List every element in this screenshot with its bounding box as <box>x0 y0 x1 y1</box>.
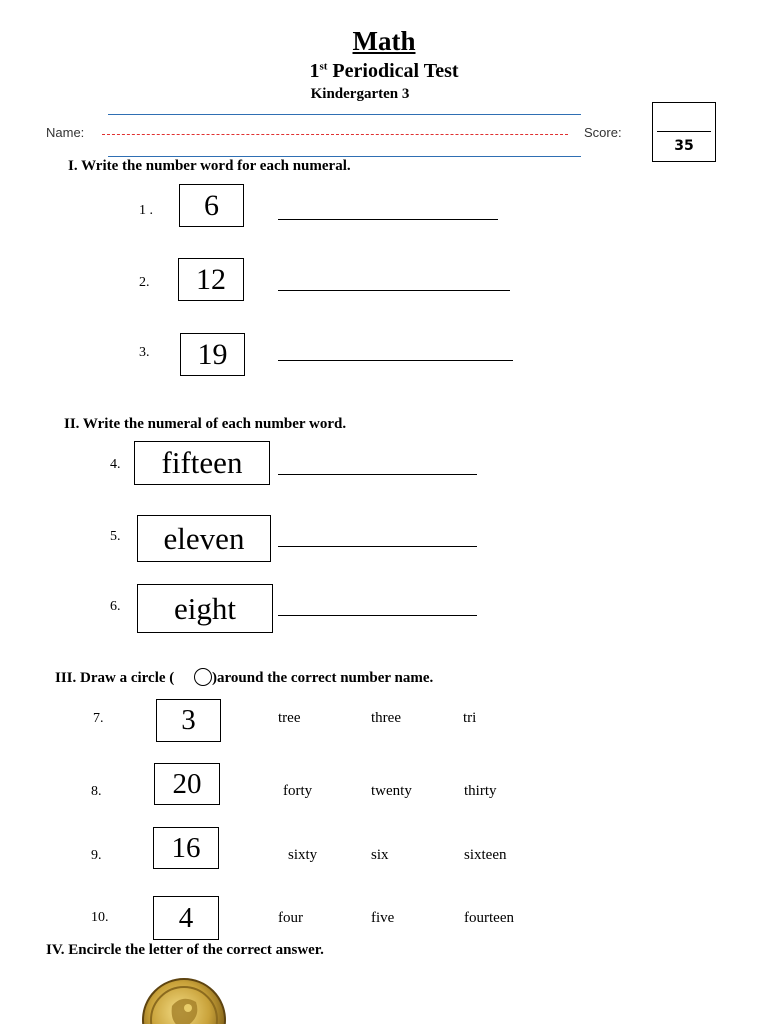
answer-line[interactable] <box>278 360 513 361</box>
choice-option[interactable]: three <box>371 710 401 726</box>
choice-option[interactable]: tree <box>278 710 301 726</box>
number-word-box: eight <box>137 584 273 633</box>
test-ordinal: 1 <box>309 60 320 82</box>
score-total: 35 <box>674 138 694 154</box>
choice-option[interactable]: tri <box>463 710 477 726</box>
test-name: Periodical Test <box>332 60 459 82</box>
answer-line[interactable] <box>278 290 510 291</box>
choice-option[interactable]: sixty <box>288 847 318 863</box>
choice-option[interactable]: sixteen <box>464 847 507 863</box>
item-number: 10. <box>91 910 109 925</box>
grade-level: Kindergarten 3 <box>310 86 410 102</box>
section-4-instruction: IV. Encircle the letter of the correct answer. <box>46 942 324 958</box>
choice-option[interactable]: four <box>278 910 303 926</box>
score-label: Score: <box>584 125 622 140</box>
numeral-box: 4 <box>153 896 219 940</box>
item-number: 5. <box>110 529 121 544</box>
numeral-box: 12 <box>178 258 244 301</box>
choice-option[interactable]: fourteen <box>464 910 514 926</box>
item-number: 7. <box>93 711 104 726</box>
item-number: 4. <box>110 457 121 472</box>
test-ordinal-suffix: st <box>319 60 328 73</box>
numeral-box: 3 <box>156 699 221 742</box>
section-2-instruction: II. Write the numeral of each number word. <box>64 416 347 432</box>
coin-icon <box>142 976 226 1024</box>
numeral-box: 16 <box>153 827 219 869</box>
item-number: 8. <box>91 784 102 799</box>
numeral-box: 6 <box>179 184 244 227</box>
name-field[interactable] <box>102 134 568 135</box>
choice-option[interactable]: five <box>371 910 395 926</box>
item-number: 2. <box>139 275 150 290</box>
item-number: 3. <box>139 345 150 360</box>
choice-option[interactable]: forty <box>283 783 313 799</box>
test-title <box>0 60 768 83</box>
item-number: 1 . <box>139 203 153 218</box>
numeral-box: 20 <box>154 763 220 805</box>
number-word-box: eleven <box>137 515 271 562</box>
instruction-end: )around the correct number name. <box>212 670 434 686</box>
page-title: Math <box>352 26 416 56</box>
section-3-instruction <box>55 668 433 687</box>
item-number: 9. <box>91 848 102 863</box>
choice-option[interactable]: thirty <box>464 783 497 799</box>
answer-line[interactable] <box>278 219 498 220</box>
answer-line[interactable] <box>278 474 477 475</box>
numeral-box: 19 <box>180 333 245 376</box>
top-rule <box>108 114 581 115</box>
instruction-start: III. Draw a circle ( <box>55 670 175 686</box>
coin-image <box>142 976 226 1024</box>
score-blank[interactable] <box>657 131 711 132</box>
answer-line[interactable] <box>278 546 477 547</box>
section-1-instruction: I. Write the number word for each numeral. <box>68 158 351 174</box>
bottom-rule <box>108 156 581 157</box>
circle-icon <box>194 668 212 686</box>
number-word-box: fifteen <box>134 441 270 485</box>
choice-option[interactable]: six <box>371 847 389 863</box>
answer-line[interactable] <box>278 615 477 616</box>
item-number: 6. <box>110 599 121 614</box>
name-label: Name: <box>46 125 85 140</box>
choice-option[interactable]: twenty <box>371 783 412 799</box>
